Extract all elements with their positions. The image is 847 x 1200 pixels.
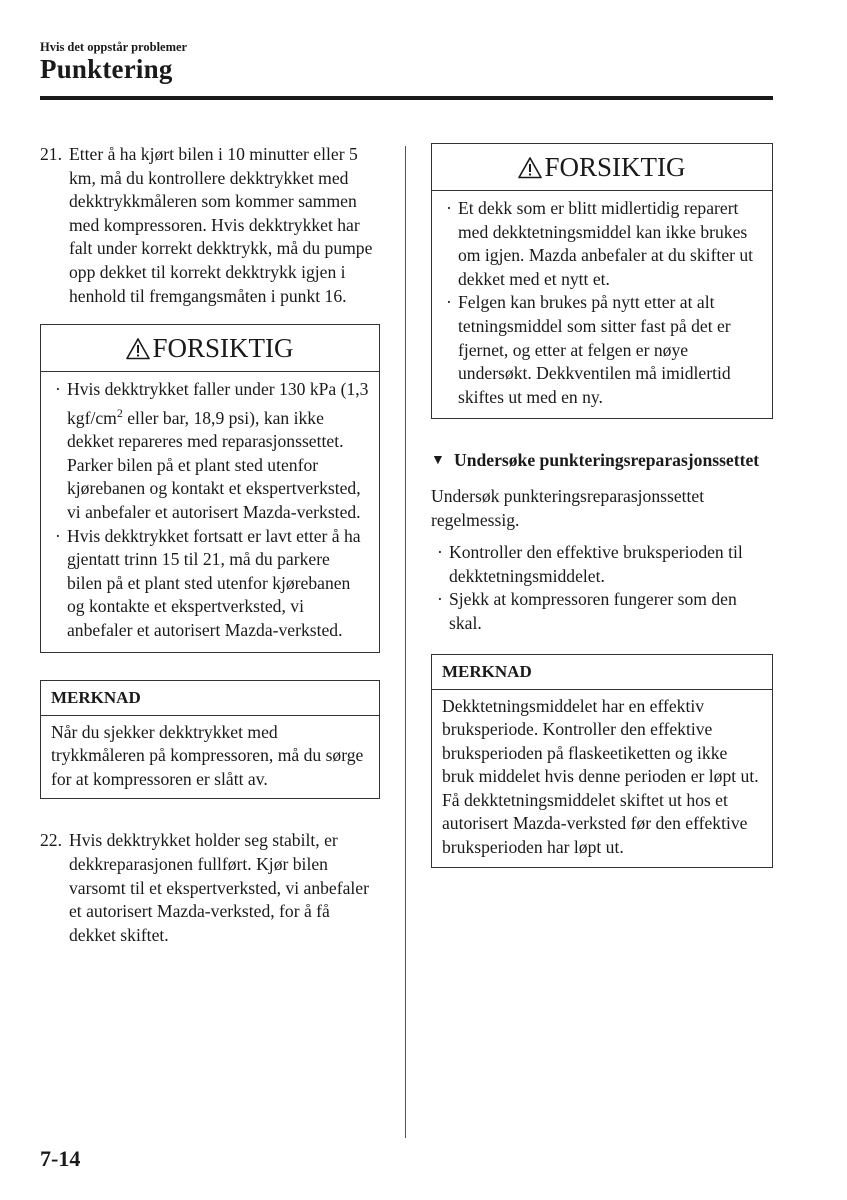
step-number: 22. xyxy=(40,830,62,851)
caution-heading xyxy=(432,144,772,191)
page-number: 7-14 xyxy=(40,1146,81,1171)
bullet-dot: · xyxy=(55,525,61,546)
bullet-dot: · xyxy=(446,292,452,313)
step-number: 21. xyxy=(40,144,62,164)
warning-triangle-icon xyxy=(126,337,150,360)
bullet-dot: · xyxy=(446,198,452,218)
column-divider xyxy=(405,146,406,1138)
bullet-dot: · xyxy=(437,542,443,563)
superscript: 2 xyxy=(116,405,123,420)
intro-paragraph: Undersøk punkteringsreparasjonssettet regelmessig. xyxy=(431,485,705,530)
step-22 xyxy=(40,829,380,947)
list-item xyxy=(431,588,773,635)
caution-bullet xyxy=(55,525,369,643)
step-text: Etter å ha kjørt bilen i 10 minutter eller 5 km, må du kontrollere dekktrykket med dekktrykkmåleren som kommer sammen med kompressoren. Hvis dekktrykket har falt under korrekt dekktrykk, må du pumpe opp dekket til korrekt dekktrykk igjen i henhold til fremgangsmåten i punkt 16. xyxy=(69,144,373,306)
bullet-text xyxy=(67,378,369,524)
check-list xyxy=(431,541,773,635)
bullet-text: Et dekk som er blitt midlertidig reparert med dekktetningsmiddel kan ikke brukes om igjen. Mazda anbefaler at du skifter ut dekket med et nytt et. xyxy=(458,198,754,289)
triangle-down-icon: ▼ xyxy=(431,453,445,469)
step-21 xyxy=(40,143,380,308)
caution-bullet xyxy=(446,197,762,291)
left-column xyxy=(40,143,380,947)
header-rule xyxy=(40,96,773,100)
bullet-text-part: eller bar, 18,9 psi), kan ikke dekket repareres med reparasjonssettet. Parker bilen på et plant sted utenfor kjørebanen og kontakt et ekspertverksted, vi anbefaler et autorisert Mazda-verksted. xyxy=(67,407,361,522)
list-item xyxy=(431,541,773,588)
bullet-text-part: Hvis dekktrykket faller under 130 kPa (1,3 kgf/cm xyxy=(67,379,369,428)
right-column xyxy=(431,143,773,868)
caution-box xyxy=(40,324,380,652)
list-item-text: Kontroller den effektive bruksperioden til dekktetningsmiddelet. xyxy=(449,542,743,586)
note-box xyxy=(40,680,380,800)
bullet-text: Hvis dekktrykket fortsatt er lavt etter å ha gjentatt trinn 15 til 21, må du parkere bilen på et plant sted utenfor kjørebanen og kontakte et ekspertverksted, vi anbefaler et autorisert Mazda-verksted. xyxy=(67,525,361,640)
step-text: Hvis dekktrykket holder seg stabilt, er dekkreparasjonen fullført. Kjør bilen varsomt til et ekspertverksted, vi anbefaler et autorisert Mazda-verksted, for å få dekket skiftet. xyxy=(69,830,369,945)
caution-body xyxy=(41,372,379,651)
note-box xyxy=(431,654,773,868)
caution-heading-text: FORSIKTIG xyxy=(152,333,294,364)
note-heading: MERKNAD xyxy=(432,655,772,690)
caution-bullet xyxy=(55,378,369,524)
caution-heading-text: FORSIKTIG xyxy=(544,152,686,182)
bullet-dot: · xyxy=(55,379,61,400)
warning-triangle-icon xyxy=(518,156,542,179)
subsection-heading xyxy=(431,449,773,473)
bullet-text: Felgen kan brukes på nytt etter at alt tetningsmiddel som sitter fast på det er fjernet, og etter at felgen er nøye undersøkt. Dekkventilen må imidlertid skiftes ut med en ny. xyxy=(458,292,731,407)
section-label: Hvis det oppstår problemer xyxy=(40,40,188,54)
caution-body xyxy=(432,191,772,418)
caution-bullet xyxy=(446,291,762,409)
note-body: Dekktetningsmiddelet har en effektiv bruksperiode. Kontroller den effektive bruksperioden på flaskeetiketten og ikke bruk middelet hvis denne perioden er løpt ut. Få dekktetningsmiddelet skiftet ut hos et autorisert Mazda-verksted før den effektive bruksperioden har løpt ut. xyxy=(442,695,759,858)
note-body: Når du sjekker dekktrykket med trykkmåleren på kompressoren, må du sørge for at kompressoren er slått av. xyxy=(51,721,364,789)
note-heading: MERKNAD xyxy=(41,681,379,716)
bullet-dot: · xyxy=(437,589,443,610)
caution-heading xyxy=(41,325,379,372)
caution-box xyxy=(431,143,773,419)
subsection-heading-text: Undersøke punkteringsreparasjonssettet xyxy=(454,450,760,471)
page-title: Punktering xyxy=(40,54,173,84)
list-item-text: Sjekk at kompressoren fungerer som den skal. xyxy=(449,589,737,633)
